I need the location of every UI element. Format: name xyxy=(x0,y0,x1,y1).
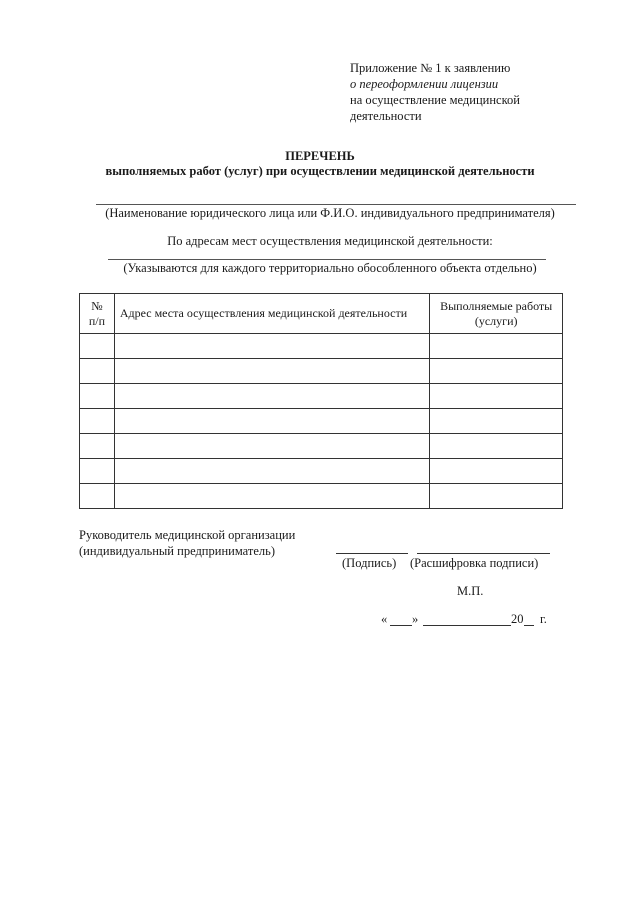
annex-note xyxy=(350,60,520,124)
addresses-line xyxy=(108,259,546,260)
annex-line-1: Приложение № 1 к заявлению xyxy=(350,61,511,75)
col-header-number-line1: № xyxy=(91,298,103,313)
col-header-works-line2: (услуги) xyxy=(474,313,518,328)
table-row xyxy=(80,334,563,359)
table-row xyxy=(80,484,563,509)
address-cell[interactable] xyxy=(114,484,430,509)
works-cell[interactable] xyxy=(430,434,563,459)
head-title-line2: (индивидуальный предприниматель) xyxy=(79,544,275,558)
works-cell[interactable] xyxy=(430,459,563,484)
table-header-row xyxy=(80,294,563,334)
address-cell[interactable] xyxy=(114,459,430,484)
number-cell[interactable] xyxy=(80,484,115,509)
document-title: ПЕРЕЧЕНЬ xyxy=(285,149,355,163)
date-year-prefix: 20 xyxy=(511,612,524,626)
number-cell[interactable] xyxy=(80,409,115,434)
table-row xyxy=(80,459,563,484)
number-cell[interactable] xyxy=(80,334,115,359)
head-title-line1: Руководитель медицинской организации xyxy=(79,528,296,542)
date-day-blank[interactable] xyxy=(390,625,412,626)
col-header-address-label: Адрес места осуществления медицинской деятельности xyxy=(119,306,408,320)
annex-line-3: на осуществление медицинской xyxy=(350,93,520,107)
works-cell[interactable] xyxy=(430,409,563,434)
table-row xyxy=(80,359,563,384)
address-cell[interactable] xyxy=(114,334,430,359)
stamp-mark: М.П. xyxy=(457,584,484,598)
works-cell[interactable] xyxy=(430,484,563,509)
works-table xyxy=(79,293,563,509)
entity-name-caption: (Наименование юридического лица или Ф.И.О. индивидуального предпринимателя) xyxy=(105,206,555,220)
number-cell[interactable] xyxy=(80,384,115,409)
addresses-heading: По адресам мест осуществления медицинской деятельности: xyxy=(167,234,493,248)
col-header-works xyxy=(430,294,563,334)
number-cell[interactable] xyxy=(80,359,115,384)
col-header-works-line1: Выполняемые работы xyxy=(440,298,553,313)
entity-name-line xyxy=(96,204,576,205)
address-cell[interactable] xyxy=(114,359,430,384)
annex-line-4: деятельности xyxy=(350,109,422,123)
table-body xyxy=(80,334,563,509)
col-header-address xyxy=(114,294,430,334)
date-year-suffix: г. xyxy=(540,612,547,626)
annex-line-2: о переоформлении лицензии xyxy=(350,77,499,91)
works-cell[interactable] xyxy=(430,334,563,359)
signature-decode-line[interactable] xyxy=(417,553,550,554)
date-line xyxy=(381,612,556,630)
date-quote-close: » xyxy=(412,612,419,626)
table-row xyxy=(80,434,563,459)
number-cell[interactable] xyxy=(80,434,115,459)
number-cell[interactable] xyxy=(80,459,115,484)
table-row xyxy=(80,409,563,434)
date-quote-open: « xyxy=(381,612,388,626)
date-year-blank[interactable] xyxy=(524,625,534,626)
addresses-caption: (Указываются для каждого территориально обособленного объекта отдельно) xyxy=(123,261,537,275)
works-cell[interactable] xyxy=(430,384,563,409)
address-cell[interactable] xyxy=(114,409,430,434)
signature-line[interactable] xyxy=(336,553,408,554)
signature-block xyxy=(79,527,295,559)
address-cell[interactable] xyxy=(114,434,430,459)
table-row xyxy=(80,384,563,409)
signature-decode-label: (Расшифровка подписи) xyxy=(410,556,539,570)
date-month-blank[interactable] xyxy=(423,625,511,626)
col-header-number-line2: п/п xyxy=(88,313,106,328)
signature-label: (Подпись) xyxy=(342,556,397,570)
works-cell[interactable] xyxy=(430,359,563,384)
col-header-number xyxy=(80,294,115,334)
address-cell[interactable] xyxy=(114,384,430,409)
document-subtitle: выполняемых работ (услуг) при осуществлении медицинской деятельности xyxy=(105,164,535,178)
